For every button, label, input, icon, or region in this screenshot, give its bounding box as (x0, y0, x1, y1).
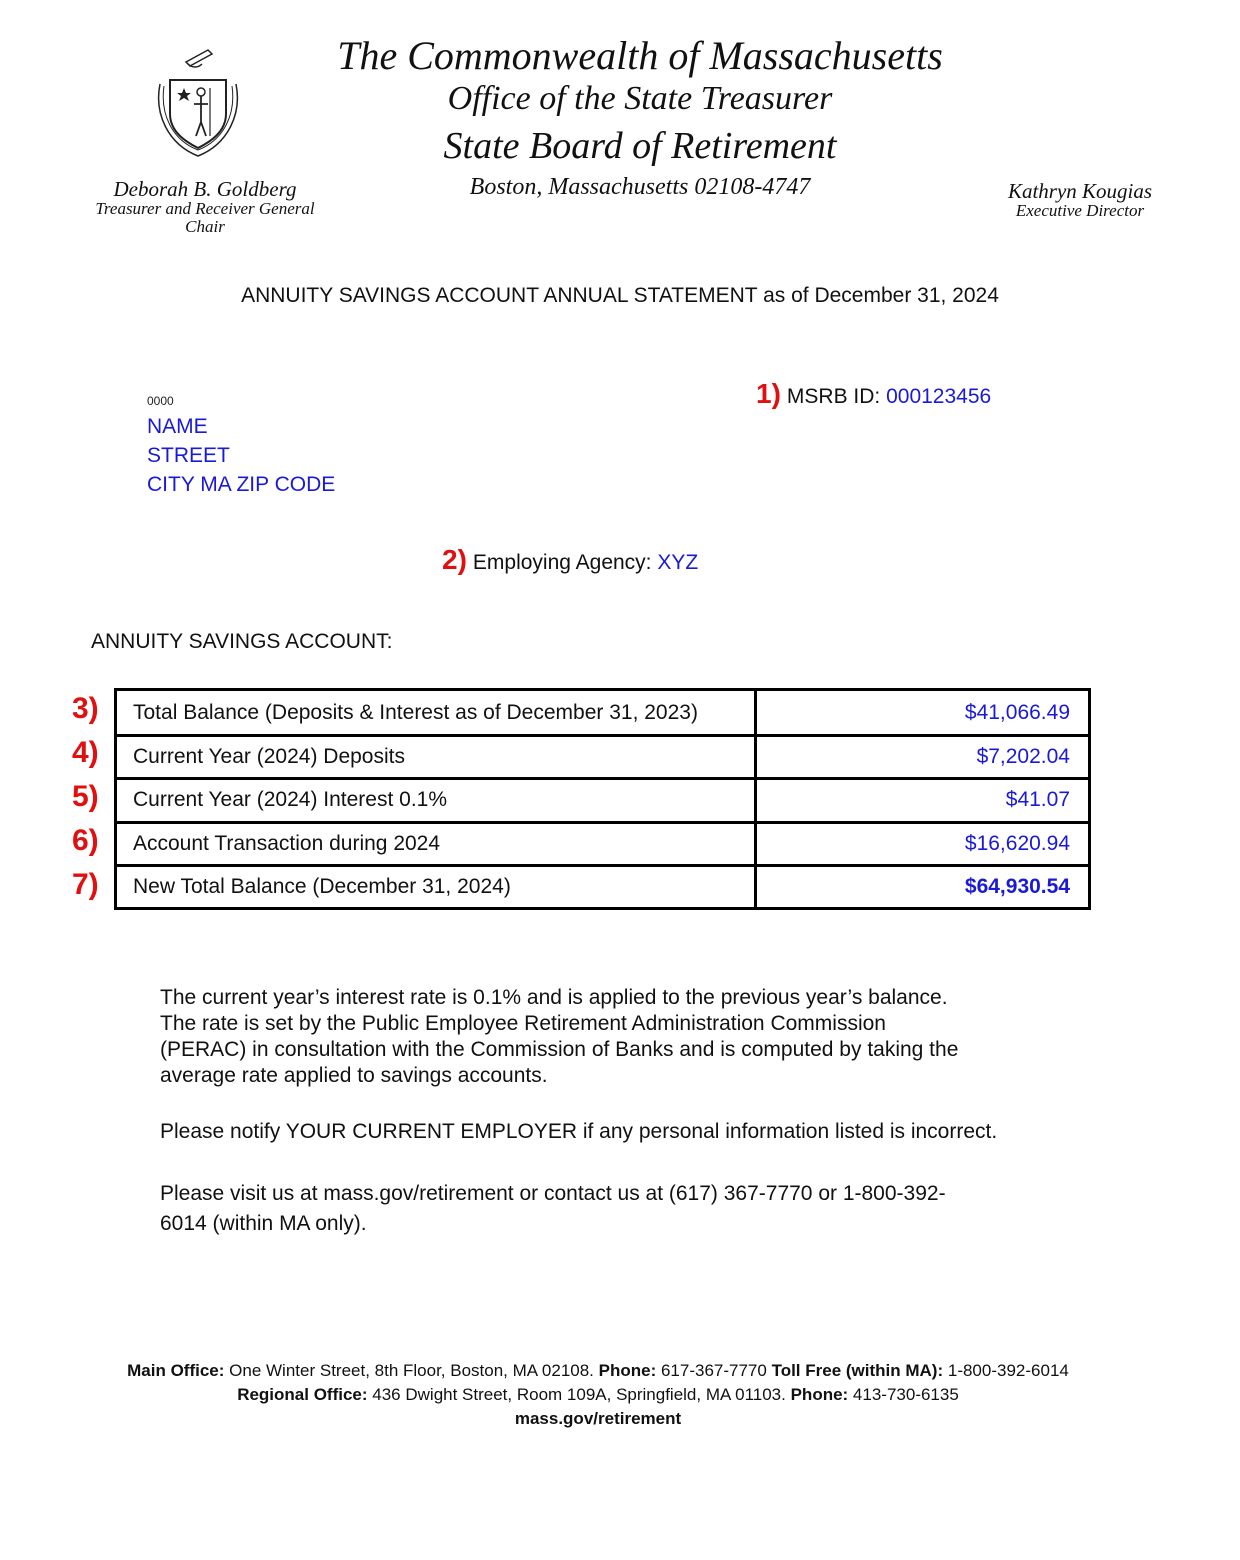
address-street: STREET (147, 444, 230, 467)
marker-2: 2) (442, 544, 467, 575)
msrb-value: 000123456 (886, 385, 992, 408)
marker-7: 7) (72, 868, 99, 901)
footer-regional-office (0, 1385, 1218, 1405)
paragraph-line: Please visit us at mass.gov/retirement or contact us at (617) 367-7770 or 1-800-392- (160, 1182, 946, 1205)
footer-label: Regional Office: (237, 1385, 368, 1404)
address-city: CITY MA ZIP CODE (147, 473, 336, 496)
treasurer-name: Deborah B. Goldberg (113, 177, 297, 201)
treasurer-role: Chair (185, 216, 225, 236)
footer-main-office (0, 1361, 1218, 1381)
row-value: $41,066.49 (964, 700, 1070, 724)
row-label: New Total Balance (December 31, 2024) (117, 867, 757, 907)
row-label: Current Year (2024) Deposits (117, 737, 757, 777)
row-label: Total Balance (Deposits & Interest as of December 31, 2023) (117, 691, 757, 734)
director-block (990, 180, 1170, 220)
paragraph-line: average rate applied to savings accounts. (160, 1064, 548, 1087)
row-label: Current Year (2024) Interest 0.1% (117, 780, 757, 820)
row-value: $16,620.94 (964, 831, 1070, 855)
address-code: 0000 (147, 394, 174, 408)
row-label: Account Transaction during 2024 (117, 824, 757, 864)
footer-text: One Winter Street, 8th Floor, Boston, MA 02108. (224, 1361, 599, 1380)
footer-label: Main Office: (127, 1361, 225, 1380)
treasurer-title: Treasurer and Receiver General (95, 199, 315, 219)
account-section-label: ANNUITY SAVINGS ACCOUNT: (91, 630, 393, 653)
notify-employer-note: Please notify YOUR CURRENT EMPLOYER if any personal information listed is incorrect. (160, 1120, 998, 1143)
footer-text: 436 Dwight Street, Room 109A, Springfield, MA 01103. (367, 1385, 791, 1404)
employing-agency (442, 544, 698, 576)
mailing-address (147, 394, 335, 499)
table-row (117, 864, 1088, 907)
footer-label: Toll Free (within MA): (771, 1361, 944, 1380)
marker-4: 4) (72, 736, 99, 769)
paragraph-line: The rate is set by the Public Employee Retirement Administration Commission (160, 1012, 886, 1035)
interest-explanation (160, 985, 1060, 1089)
paragraph-line: The current year’s interest rate is 0.1% and is applied to the previous year’s balance. (160, 986, 948, 1009)
statement-title: ANNUITY SAVINGS ACCOUNT ANNUAL STATEMENT as of December 31, 2024 (241, 284, 999, 307)
letterhead-board: State Board of Retirement (443, 125, 837, 167)
marker-5: 5) (72, 780, 99, 813)
footer-text: 617-367-7770 (656, 1361, 772, 1380)
paragraph-line: (PERAC) in consultation with the Commission of Banks and is computed by taking the (160, 1038, 959, 1061)
footer-text: 1-800-392-6014 (943, 1361, 1069, 1380)
footer-website-link[interactable]: mass.gov/retirement (514, 1409, 682, 1428)
marker-1: 1) (756, 378, 781, 409)
table-row (117, 691, 1088, 734)
account-table (114, 688, 1091, 910)
contact-note (160, 1179, 1060, 1239)
footer-label: Phone: (598, 1361, 657, 1380)
address-name: NAME (147, 415, 208, 438)
footer-text: 413-730-6135 (848, 1385, 959, 1404)
letterhead-city: Boston, Massachusetts 02108-4747 (469, 174, 811, 200)
treasurer-block (80, 178, 330, 236)
table-row (117, 777, 1088, 820)
marker-6: 6) (72, 824, 99, 857)
msrb-label: MSRB ID: (786, 385, 887, 408)
letterhead-title: The Commonwealth of Massachusetts (337, 33, 943, 78)
director-title: Executive Director (1015, 201, 1145, 221)
agency-value: XYZ (657, 551, 699, 574)
footer-label: Phone: (790, 1385, 849, 1404)
table-row (117, 734, 1088, 777)
agency-label: Employing Agency: (472, 551, 658, 574)
marker-3: 3) (72, 692, 99, 725)
row-value: $41.07 (1005, 788, 1070, 812)
paragraph-line: 6014 (within MA only). (160, 1212, 367, 1235)
row-value: $7,202.04 (976, 745, 1070, 769)
director-name: Kathryn Kougias (1007, 179, 1153, 203)
msrb-id (756, 378, 991, 410)
letterhead-office: Office of the State Treasurer (447, 80, 833, 117)
table-row (117, 821, 1088, 864)
new-total-balance-value: $64,930.54 (964, 874, 1070, 898)
